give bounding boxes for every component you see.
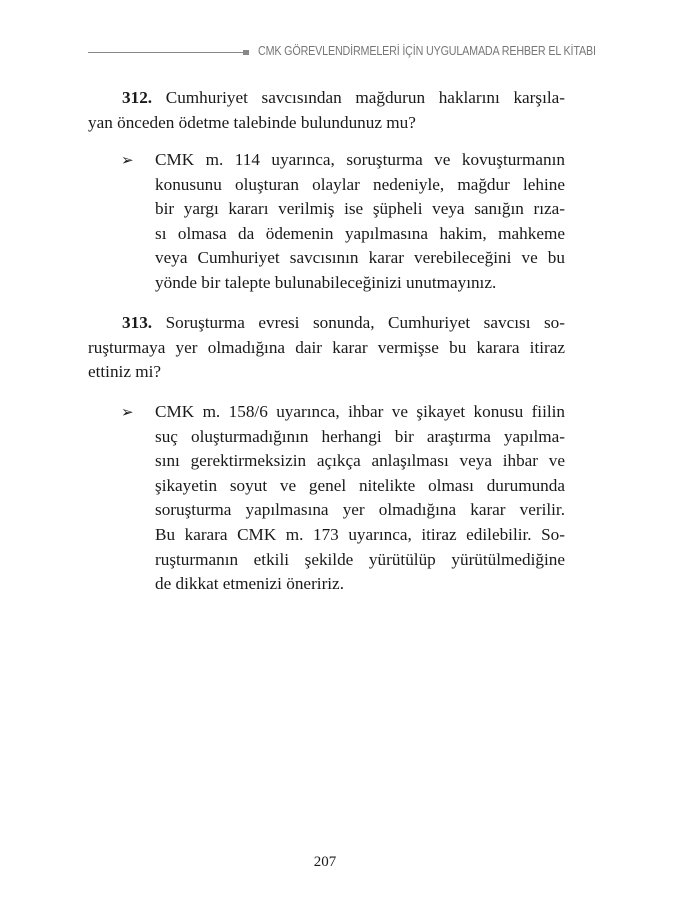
page-number: 207: [313, 854, 337, 870]
question-number: 312.: [122, 88, 153, 107]
header-rule: [88, 52, 243, 53]
header-square-mark: [243, 50, 249, 55]
answer-313: ➢ CMK m. 158/6 uyarınca, ihbar ve şikayet konusu fiilin suç oluşturmadığının herhangi bir araştırma yapılma- sını gerektirmeksizin açıkça anlaşılması veya ihbar ve şikayetin soyut ve genel nitelikte olması durumunda soruşturma yapılmasına yer olmadığına karar verilir. Bu karara CMK m. 173 uyarınca, itiraz edilebilir. So- ruşturmanın etkili şekilde yürütülüp yürütülmediğine de dikkat etmenizi öneririz.: [121, 402, 565, 594]
arrow-bullet-icon: ➢: [121, 151, 134, 169]
question-313: 313. Soruşturma evresi sonunda, Cumhuriyet savcısı so- ruşturmaya yer olmadığına dair karar vermişse bu karara itiraz ettiniz mi?: [88, 313, 565, 382]
running-header: CMK GÖREVLENDİRMELERİ İÇİN UYGULAMADA REHBER EL KİTABI: [258, 44, 596, 58]
answer-312: ➢ CMK m. 114 uyarınca, soruşturma ve kovuşturmanın konusunu oluşturan olaylar nedeniyle, mağdur lehine bir yargı kararı verilmiş ise şüpheli veya sanığın rıza- sı olmasa da ödemenin yapılmasına hakim, mahkeme veya Cumhuriyet savcısının karar verebileceğini ve bu yönde bir talepte bulunabileceğinizi unutmayınız.: [121, 150, 565, 292]
question-number: 313.: [122, 313, 153, 332]
question-312: 312. Cumhuriyet savcısından mağdurun haklarını karşıla- yan önceden ödetme talebinde bulundunuz mu?: [88, 88, 566, 132]
arrow-bullet-icon: ➢: [121, 403, 134, 421]
